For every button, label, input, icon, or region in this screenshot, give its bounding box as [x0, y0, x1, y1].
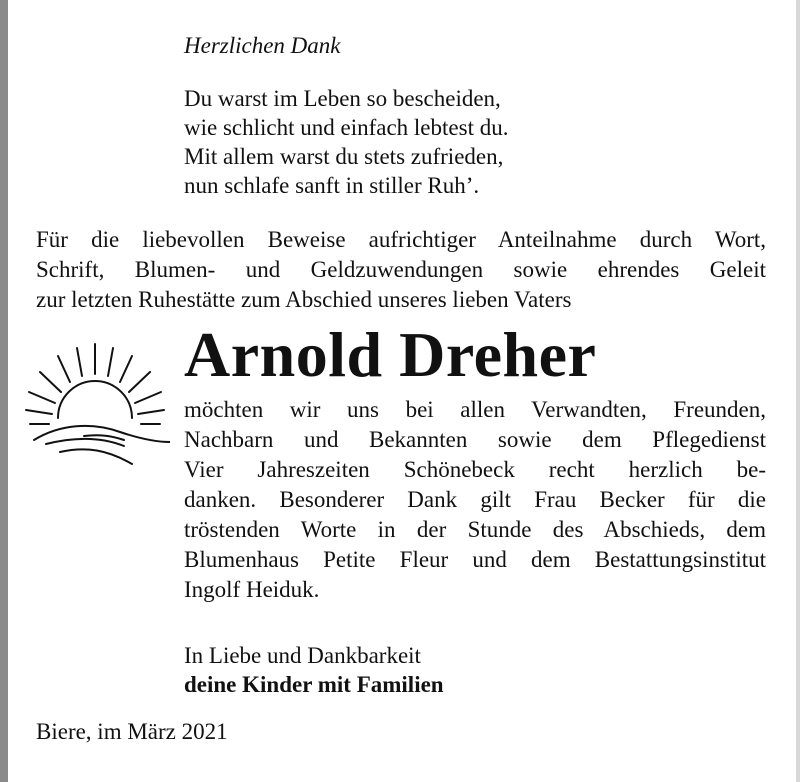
body-line: Ingolf Heiduk.	[184, 577, 320, 602]
deceased-name: Arnold Dreher	[184, 319, 597, 390]
intro-paragraph	[36, 225, 766, 315]
left-border	[0, 0, 8, 782]
sunset-over-hills-icon	[20, 338, 170, 468]
place-and-date: Biere, im März 2021	[36, 719, 228, 744]
poem	[184, 84, 508, 200]
poem-line: wie schlicht und einfach lebtest du.	[184, 115, 509, 140]
closing-line: In Liebe und Dankbarkeit	[184, 643, 421, 668]
poem-line: Mit allem warst du stets zufrieden,	[184, 144, 504, 169]
body-line: Vier Jahreszeiten Schönebeck recht herzlich be-	[184, 457, 766, 482]
intro-line: Für die liebevollen Beweise aufrichtiger Anteilnahme durch Wort,	[36, 227, 766, 252]
intro-line: zur letzten Ruhestätte zum Abschied unseres lieben Vaters	[36, 287, 572, 312]
body-line: danken. Besonderer Dank gilt Frau Becker für die	[184, 487, 766, 512]
body-line: Blumenhaus Petite Fleur und dem Bestattungsinstitut	[184, 547, 766, 572]
signature: deine Kinder mit Familien	[184, 672, 444, 697]
body-line: möchten wir uns bei allen Verwandten, Freunden,	[184, 397, 766, 422]
body-line: Nachbarn und Bekannten sowie dem Pflegedienst	[184, 427, 766, 452]
body-line: tröstenden Worte in der Stunde des Abschieds, dem	[184, 517, 766, 542]
poem-line: nun schlafe sanft in stiller Ruh’.	[184, 173, 480, 198]
poem-line: Du warst im Leben so bescheiden,	[184, 86, 501, 111]
thanks-paragraph	[184, 395, 766, 605]
right-border	[796, 0, 800, 782]
intro-line: Schrift, Blumen- und Geldzuwendungen sowie ehrendes Geleit	[36, 257, 766, 282]
closing	[184, 641, 444, 699]
thanks-heading: Herzlichen Dank	[184, 33, 341, 58]
